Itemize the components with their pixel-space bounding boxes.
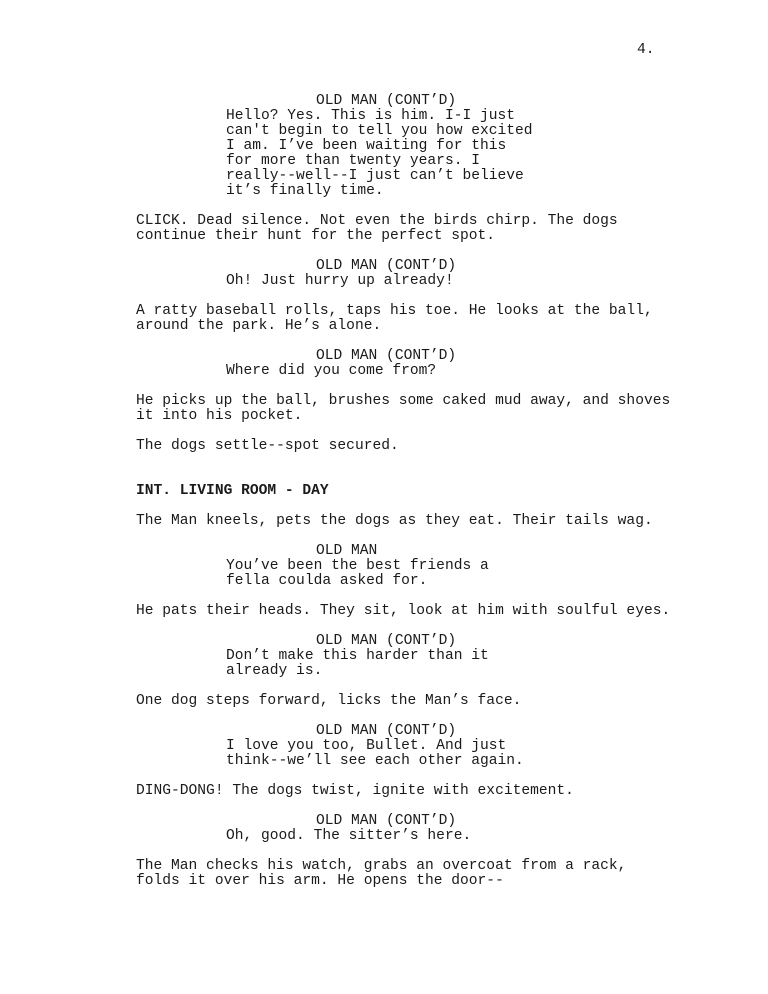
scene-heading: INT. LIVING ROOM - DAY bbox=[136, 483, 329, 499]
character-line: OLD MAN (CONT’D) bbox=[316, 93, 457, 109]
dialogue-line: I am. I’ve been waiting for this bbox=[226, 138, 507, 154]
dialogue-line: for more than twenty years. I bbox=[226, 153, 480, 169]
character-line: OLD MAN (CONT’D) bbox=[316, 258, 457, 274]
action-line: The dogs settle--spot secured. bbox=[136, 438, 399, 454]
dialogue-line: Don’t make this harder than it bbox=[226, 648, 489, 664]
action-line: continue their hunt for the perfect spot. bbox=[136, 228, 496, 244]
dialogue-line: can't begin to tell you how excited bbox=[226, 123, 533, 139]
dialogue-line: Where did you come from? bbox=[226, 363, 437, 379]
dialogue-line: think--we’ll see each other again. bbox=[226, 753, 524, 769]
action-line: One dog steps forward, licks the Man’s face. bbox=[136, 693, 522, 709]
dialogue-line: I love you too, Bullet. And just bbox=[226, 738, 507, 754]
action-line: He pats their heads. They sit, look at him with soulful eyes. bbox=[136, 603, 671, 619]
dialogue-line: You’ve been the best friends a bbox=[226, 558, 489, 574]
action-line: around the park. He’s alone. bbox=[136, 318, 382, 334]
dialogue-line: Hello? Yes. This is him. I-I just bbox=[226, 108, 516, 124]
dialogue-line: already is. bbox=[226, 663, 323, 679]
dialogue-line: it’s finally time. bbox=[226, 183, 384, 199]
character-line: OLD MAN (CONT’D) bbox=[316, 348, 457, 364]
dialogue-line: Oh, good. The sitter’s here. bbox=[226, 828, 472, 844]
page-number: 4. bbox=[637, 42, 655, 58]
action-line: DING-DONG! The dogs twist, ignite with excitement. bbox=[136, 783, 574, 799]
action-line: folds it over his arm. He opens the door-- bbox=[136, 873, 504, 889]
action-line: CLICK. Dead silence. Not even the birds chirp. The dogs bbox=[136, 213, 618, 229]
dialogue-line: really--well--I just can’t believe bbox=[226, 168, 524, 184]
character-line: OLD MAN (CONT’D) bbox=[316, 813, 457, 829]
character-line: OLD MAN bbox=[316, 543, 378, 559]
action-line: The Man kneels, pets the dogs as they eat. Their tails wag. bbox=[136, 513, 653, 529]
character-line: OLD MAN (CONT’D) bbox=[316, 633, 457, 649]
dialogue-line: fella coulda asked for. bbox=[226, 573, 428, 589]
action-line: The Man checks his watch, grabs an overcoat from a rack, bbox=[136, 858, 627, 874]
action-line: it into his pocket. bbox=[136, 408, 303, 424]
character-line: OLD MAN (CONT’D) bbox=[316, 723, 457, 739]
action-line: A ratty baseball rolls, taps his toe. He looks at the ball, bbox=[136, 303, 653, 319]
action-line: He picks up the ball, brushes some caked mud away, and shoves bbox=[136, 393, 671, 409]
dialogue-line: Oh! Just hurry up already! bbox=[226, 273, 454, 289]
